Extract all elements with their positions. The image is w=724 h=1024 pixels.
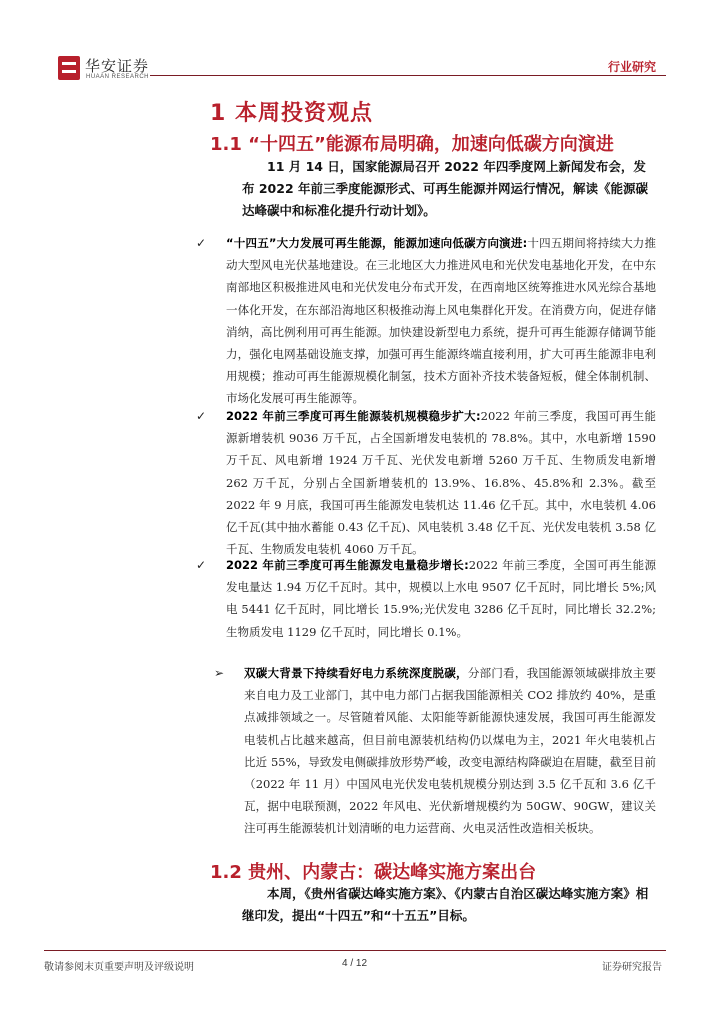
arrow-item-heading: 双碳大背景下持续看好电力系统深度脱碳， [244,666,468,680]
check-icon: ✓ [196,558,207,572]
company-logo-text: 华安证券 [85,57,150,75]
company-logo-icon [58,56,80,80]
subsection-heading-1-1: 1.1 “十四五”能源布局明确，加速向低碳方向演进 [210,134,614,155]
page-number: 4 / 12 [342,958,368,969]
bullet-body: 2022 年前三季度，全国可再生能源发电量达 1.94 万亿千瓦时。其中，规模以上水电 9507 亿千瓦时，同比增长 5%;风电 5441 亿千瓦时，同比增长 15.9%;光伏发电 3286 亿千瓦时，同比增长 32.2%;生物质发电 1129 亿千瓦时，同比增长 0.1%。 [226,558,657,639]
section-heading: 1 本周投资观点 [210,101,373,126]
report-category-tag: 行业研究 [607,60,656,74]
check-icon: ✓ [196,236,207,250]
check-icon: ✓ [196,409,207,423]
arrow-bullet-icon: ➢ [214,666,225,680]
bullet-body: 2022 年前三季度，我国可再生能源新增装机 9036 万千瓦，占全国新增发电装机的 78.8%。其中，水电新增 1590 万千瓦、风电新增 1924 万千瓦、光伏发电新增 5260 万千瓦、生物质发电新增 262 万千瓦，分别占全国新增装机的 13.9%、16.8%、45.8%和 2.3%。截至 2022 年 9 月底，我国可再生能源发电装机达 11.46 亿千瓦。其中，水电装机 4.06 亿千瓦(其中抽水蓄能 0.43 亿千瓦)、风电装机 3.48 亿千瓦、光伏发电装机 3.58 亿千瓦、生物质发电装机 4060 万千瓦。 [226,409,657,557]
arrow-item [214,662,656,840]
arrow-item-body: 分部门看，我国能源领域碳排放主要来自电力及工业部门，其中电力部门占据我国能源相关 CO2 排放约 40%，是重点减排领域之一。尽管随着风能、太阳能等新能源快速发展，我国可再生能源发电装机占比越来越高，但目前电源装机结构仍以煤电为主，2021 年火电装机占比近 55%，导致发电侧碳排放形势严峻，改变电源结构降碳迫在眉睫，截至目前（2022 年 11 月）中国风电光伏发电装机规模分别达到 3.5 亿千瓦和 3.6 亿千瓦，据中电联预测，2022 年风电、光伏新增规模约为 50GW、90GW，建议关注可再生能源装机计划清晰的电力运营商、火电灵活性改造相关板块。 [244,666,657,836]
bullet-heading: 2022 年前三季度可再生能源装机规模稳步扩大: [226,409,481,423]
footer-divider [44,950,666,951]
bullet-item [196,232,656,410]
header-divider [150,75,666,76]
bullet-heading: 2022 年前三季度可再生能源发电量稳步增长: [226,558,469,572]
footer-report-type: 证券研究报告 [602,962,662,973]
footer-disclaimer: 敬请参阅末页重要声明及评级说明 [44,962,194,973]
bullet-item [196,554,656,643]
subsection-lead-1-2: 本周，《贵州省碳达峰实施方案》、《内蒙古自治区碳达峰实施方案》相继印发，提出“十四五”和“十五五”目标。 [242,886,649,923]
company-logo-subtext: HUAAN RESEARCH [86,74,150,80]
subsection-heading-1-2: 1.2 贵州、内蒙古：碳达峰实施方案出台 [210,862,537,883]
bullet-heading: “十四五”大力发展可再生能源，能源加速向低碳方向演进: [226,236,528,250]
bullet-body: 十四五期间将持续大力推动大型风电光伏基地建设。在三北地区大力推进风电和光伏发电基地化开发，在中东南部地区积极推进风电和光伏发电分布式开发，在西南地区统筹推进水风光综合基地一体化开发，在东部沿海地区积极推动海上风电集群化开发。在消费方向，促进存储消纳，高比例利用可再生能源。加快建设新型电力系统，提升可再生能源存储调节能力，强化电网基础设施支撑，加强可再生能源终端直接利用，扩大可再生能源非电利用规模；推动可再生能源规模化制氢，技术方面补齐技术装备短板，健全体制机制、市场化发展可再生能源等。 [226,236,656,406]
subsection-lead-1-1: 11 月 14 日，国家能源局召开 2022 年四季度网上新闻发布会，发布 2022 年前三季度能源形式、可再生能源并网运行情况，解读《能源碳达峰碳中和标准化提升行动计划》。 [242,159,648,218]
bullet-item [196,405,656,560]
